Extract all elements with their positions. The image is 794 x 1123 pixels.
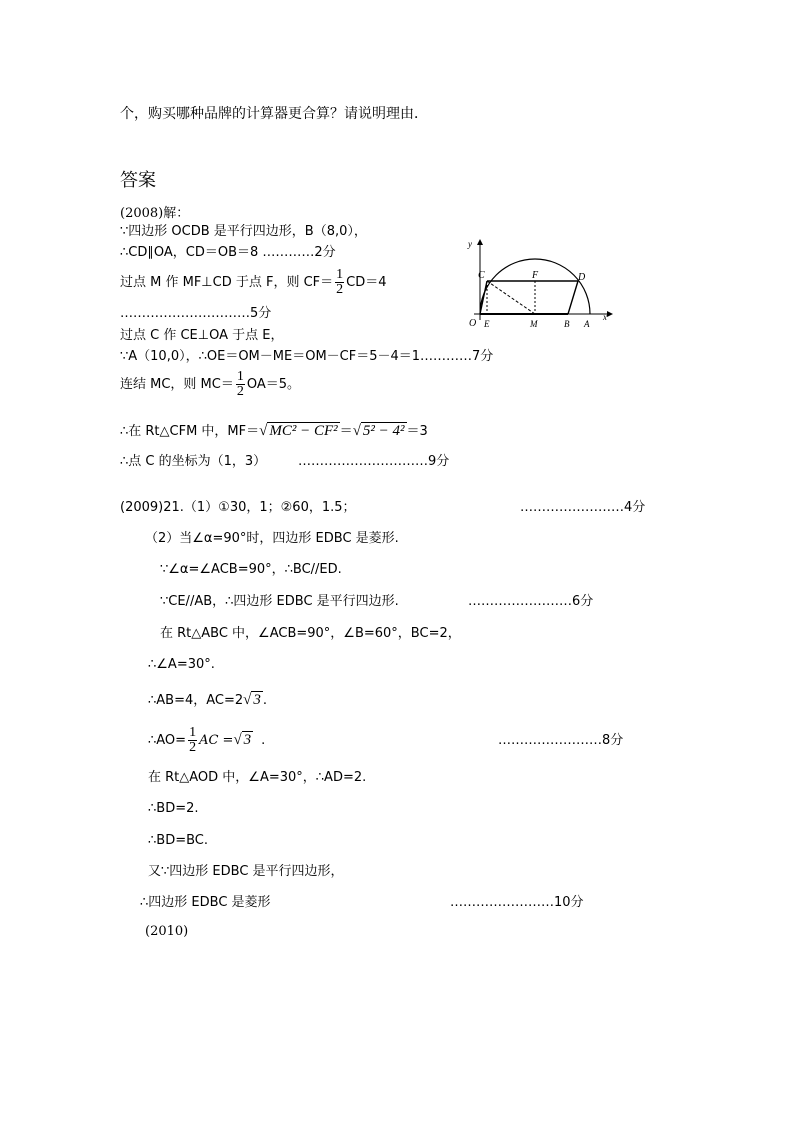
intro-line: 个，购买哪种品牌的计算器更合算？请说明理由．: [120, 106, 428, 122]
sol2008-line-6: 过点 C 作 CE⊥OA 于点 E，: [120, 328, 284, 343]
sol2009-line-13b: ……………………10分: [450, 895, 584, 910]
geometry-figure: [460, 236, 620, 336]
sol2009-line-6: ∴∠A=30°.: [148, 657, 215, 672]
sol2008-line-7: ∵A（10,0），∴OE＝OM－ME＝OM－CF＝5－4＝1…………7分: [120, 349, 494, 364]
sol2009-line-10: ∴BD=2.: [148, 801, 199, 816]
sol2009-line-3: ∵∠α=∠ACB=90°，∴BC//ED.: [160, 562, 342, 577]
segment-oc: [480, 281, 487, 314]
fraction-half: $\frac{1}{2}$: [336, 267, 344, 297]
label-b: B: [564, 319, 570, 329]
sqrt-expression: √ MC² − CF²: [259, 423, 338, 439]
sol2009-line-12: 又∵四边形 EDBC 是平行四边形，: [148, 864, 344, 879]
sol2009-line-4a: ∵CE//AB，∴四边形 EDBC 是平行四边形.: [160, 594, 399, 609]
sol2009-line-4b: ……………………6分: [468, 594, 594, 609]
label-e: E: [484, 319, 490, 329]
sol2008-line-4: 过点 M 作 MF⊥CD 于点 F，则 CF＝ $\frac{1}{2}$ CD＝4: [120, 267, 387, 297]
sol2009-line-7: ∴AB=4，AC=2√ 3 .: [148, 692, 268, 708]
sol2009-line-8: ∴AO= $\frac{1}{2}$ AC =√ 3 .: [148, 725, 266, 755]
label-c: C: [478, 270, 485, 281]
label-y: y: [468, 239, 472, 249]
sol2010-line-1: (2010): [145, 924, 189, 939]
segment-db: [568, 281, 578, 314]
label-m: M: [530, 319, 538, 329]
fraction-half: $\frac{1}{2}$: [189, 725, 197, 755]
sol2008-line-4-text: 过点 M 作 MF⊥CD 于点 F，则 CF＝: [120, 275, 334, 290]
sol2008-line-3: ∴CD∥OA，CD＝OB＝8 …………2分: [120, 245, 336, 260]
label-a: A: [584, 319, 590, 329]
label-o: O: [469, 318, 477, 329]
sol2009-line-9: 在 Rt△AOD 中，∠A=30°，∴AD=2.: [148, 770, 367, 785]
sol2008-line-10b: …………………………9分: [298, 454, 450, 469]
fraction-half: $\frac{1}{2}$: [236, 369, 244, 399]
label-f: F: [532, 270, 539, 281]
sol2008-line-10a: ∴点 C 的坐标为（1，3）: [120, 454, 267, 469]
sol2008-line-8: 连结 MC，则 MC＝ $\frac{1}{2}$ OA＝5。: [120, 369, 301, 399]
sqrt-expression: √ 3: [233, 732, 252, 748]
sol2009-line-13a: ∴四边形 EDBC 是菱形: [140, 895, 271, 910]
sol2009-line-11: ∴BD=BC.: [148, 833, 208, 848]
segment-cm: [487, 281, 535, 314]
sol2008-line-5: …………………………5分: [120, 306, 272, 321]
sol2008-line-9: ∴在 Rt△CFM 中，MF＝√ MC² − CF² ＝√ 5² − 4² ＝3: [120, 420, 428, 443]
label-x: x: [603, 312, 607, 322]
answer-heading: 答案: [120, 170, 156, 191]
sol2009-line-2: （2）当∠α=90°时，四边形 EDBC 是菱形.: [145, 531, 399, 546]
sqrt-expression: √ 5² − 4²: [352, 423, 405, 439]
sol2009-line-1a: (2009)21.（1）①30，1；②60，1.5；: [120, 500, 356, 515]
sol2009-line-8d: ……………………8分: [498, 733, 624, 748]
sol2009-line-1b: ……………………4分: [520, 500, 646, 515]
sol2008-line-2: ∵四边形 OCDB 是平行四边形，B（8,0），: [120, 224, 367, 239]
sol2008-line-1: (2008)解：: [120, 206, 190, 221]
label-d: D: [578, 272, 586, 283]
sqrt-expression: √ 3: [243, 692, 261, 708]
sol2009-line-5: 在 Rt△ABC 中，∠ACB=90°，∠B=60°，BC=2，: [160, 626, 461, 641]
